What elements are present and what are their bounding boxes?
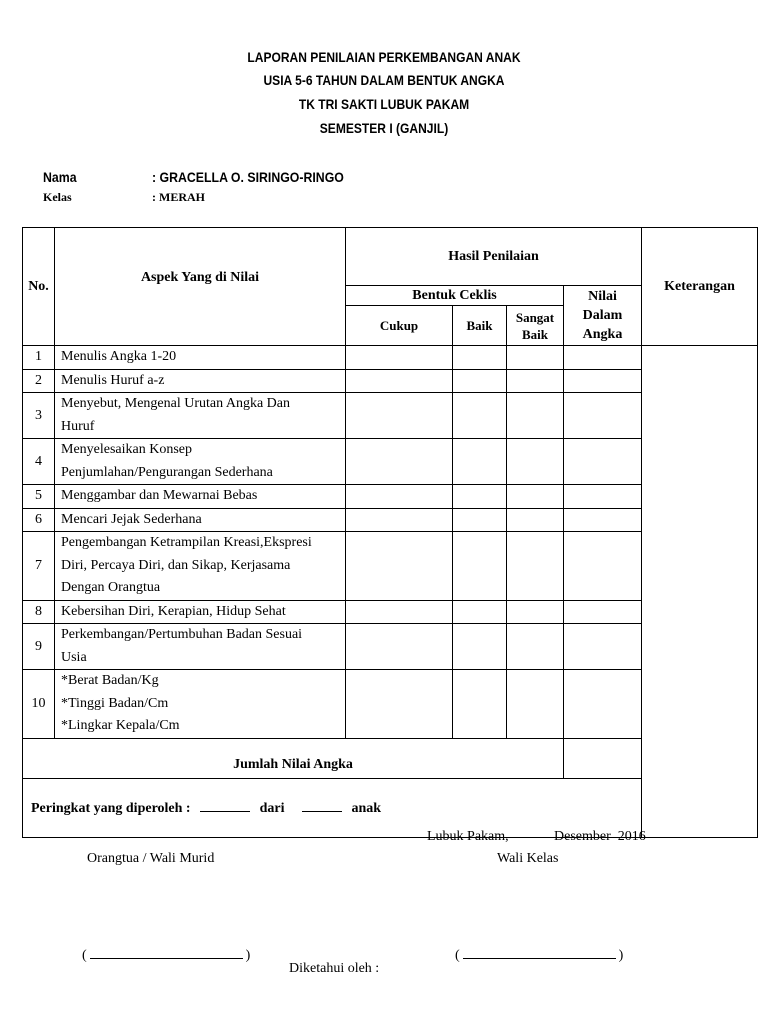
cukup-cell[interactable] bbox=[346, 439, 453, 485]
nilai-cell[interactable] bbox=[564, 624, 642, 670]
col-nilai-header bbox=[564, 286, 642, 346]
keterangan-cell bbox=[642, 393, 758, 439]
keterangan-cell bbox=[642, 738, 758, 778]
keterangan-cell bbox=[642, 778, 758, 837]
table-row bbox=[23, 485, 758, 509]
sangat-baik-cell[interactable] bbox=[507, 670, 564, 739]
aspek-cell bbox=[55, 624, 346, 670]
keterangan-cell bbox=[642, 439, 758, 485]
nilai-cell[interactable] bbox=[564, 346, 642, 370]
table-row bbox=[23, 670, 758, 739]
nama-value: : GRACELLA O. SIRINGO-RINGO bbox=[152, 169, 344, 185]
cukup-cell[interactable] bbox=[346, 532, 453, 601]
baik-cell[interactable] bbox=[453, 393, 507, 439]
row-number: 6 bbox=[23, 508, 55, 532]
cukup-cell[interactable] bbox=[346, 369, 453, 393]
col-keterangan-header: Keterangan bbox=[642, 228, 758, 346]
keterangan-cell bbox=[642, 346, 758, 370]
report-title: LAPORAN PENILAIAN PERKEMBANGAN ANAK bbox=[247, 49, 521, 65]
baik-cell[interactable] bbox=[453, 485, 507, 509]
aspek-text: Menyelesaikan Konsep bbox=[61, 442, 193, 457]
aspek-text: Penjumlahan/Pengurangan Sederhana bbox=[61, 464, 273, 480]
baik-cell[interactable] bbox=[453, 508, 507, 532]
nilai-cell[interactable] bbox=[564, 670, 642, 739]
sangat-line-2: Baik bbox=[521, 326, 548, 342]
paren-close: ) bbox=[618, 948, 624, 963]
row-number: 7 bbox=[23, 532, 55, 601]
sangat-baik-cell[interactable] bbox=[507, 600, 564, 624]
nilai-line-2: Dalam bbox=[582, 308, 623, 323]
nilai-line-1: Nilai bbox=[588, 289, 617, 304]
keterangan-cell bbox=[642, 600, 758, 624]
baik-cell[interactable] bbox=[453, 624, 507, 670]
nilai-cell[interactable] bbox=[564, 600, 642, 624]
footer-place: Lubuk Pakam, bbox=[427, 829, 509, 844]
cukup-cell[interactable] bbox=[346, 485, 453, 509]
keterangan-cell bbox=[642, 532, 758, 601]
table-row bbox=[23, 439, 758, 485]
table-row bbox=[23, 532, 758, 601]
peringkat-row bbox=[23, 778, 642, 837]
aspek-cell bbox=[55, 439, 346, 485]
aspek-cell bbox=[55, 485, 346, 509]
sangat-baik-cell[interactable] bbox=[507, 485, 564, 509]
aspek-cell bbox=[55, 346, 346, 370]
col-hasil-header: Hasil Penilaian bbox=[346, 228, 642, 286]
nama-label: Nama bbox=[43, 169, 77, 185]
baik-cell[interactable] bbox=[453, 670, 507, 739]
peringkat-dari: dari bbox=[259, 800, 285, 816]
row-number: 10 bbox=[23, 670, 55, 739]
baik-cell[interactable] bbox=[453, 346, 507, 370]
row-number: 3 bbox=[23, 393, 55, 439]
col-cukup-header: Cukup bbox=[346, 306, 453, 346]
orangtua-signature-line[interactable] bbox=[90, 948, 243, 959]
row-number: 9 bbox=[23, 624, 55, 670]
orangtua-signature bbox=[75, 932, 250, 964]
sangat-baik-cell[interactable] bbox=[507, 532, 564, 601]
school-name: TK TRI SAKTI LUBUK PAKAM bbox=[298, 96, 470, 112]
sangat-baik-cell[interactable] bbox=[507, 508, 564, 532]
peringkat-anak: anak bbox=[351, 800, 382, 816]
paren-close: ) bbox=[245, 948, 251, 963]
col-aspek-header: Aspek Yang di Nilai bbox=[55, 228, 346, 346]
aspek-cell bbox=[55, 369, 346, 393]
cukup-cell[interactable] bbox=[346, 346, 453, 370]
keterangan-cell bbox=[642, 624, 758, 670]
row-number: 1 bbox=[23, 346, 55, 370]
nilai-cell[interactable] bbox=[564, 508, 642, 532]
cukup-cell[interactable] bbox=[346, 600, 453, 624]
table-row bbox=[23, 624, 758, 670]
sangat-baik-cell[interactable] bbox=[507, 369, 564, 393]
nilai-cell[interactable] bbox=[564, 439, 642, 485]
sangat-baik-cell[interactable] bbox=[507, 439, 564, 485]
aspek-text: Menulis Angka 1-20 bbox=[61, 349, 177, 364]
col-bentuk-header: Bentuk Ceklis bbox=[346, 286, 564, 306]
nilai-cell[interactable] bbox=[564, 485, 642, 509]
wali-kelas-label: Wali Kelas bbox=[497, 851, 559, 866]
keterangan-cell bbox=[642, 369, 758, 393]
orangtua-label: Orangtua / Wali Murid bbox=[87, 851, 215, 866]
aspek-cell bbox=[55, 393, 346, 439]
jumlah-nilai-label: Jumlah Nilai Angka bbox=[23, 738, 564, 778]
aspek-text: Menggambar dan Mewarnai Bebas bbox=[61, 488, 258, 503]
cukup-cell[interactable] bbox=[346, 624, 453, 670]
table-row bbox=[23, 346, 758, 370]
nilai-cell[interactable] bbox=[564, 369, 642, 393]
cukup-cell[interactable] bbox=[346, 508, 453, 532]
aspek-text: Diri, Percaya Diri, dan Sikap, Kerjasama bbox=[61, 557, 291, 573]
cukup-cell[interactable] bbox=[346, 393, 453, 439]
semester-label: SEMESTER I (GANJIL) bbox=[319, 120, 449, 136]
aspek-text: Dengan Orangtua bbox=[61, 580, 161, 595]
table-row bbox=[23, 393, 758, 439]
keterangan-cell bbox=[642, 670, 758, 739]
row-number: 4 bbox=[23, 439, 55, 485]
aspek-text: *Berat Badan/Kg bbox=[61, 673, 159, 688]
sangat-baik-cell[interactable] bbox=[507, 393, 564, 439]
baik-cell[interactable] bbox=[453, 439, 507, 485]
jumlah-nilai-cell[interactable] bbox=[564, 738, 642, 778]
aspek-text: *Tinggi Badan/Cm bbox=[61, 695, 169, 711]
kelas-value: : MERAH bbox=[152, 190, 205, 204]
aspek-text: Perkembangan/Pertumbuhan Badan Sesuai bbox=[61, 627, 303, 642]
row-number: 5 bbox=[23, 485, 55, 509]
table-row bbox=[23, 369, 758, 393]
table-row bbox=[23, 508, 758, 532]
aspek-text: Huruf bbox=[61, 418, 95, 434]
aspek-text: Menyebut, Mengenal Urutan Angka Dan bbox=[61, 396, 290, 411]
baik-cell[interactable] bbox=[453, 369, 507, 393]
col-baik-header: Baik bbox=[453, 306, 507, 346]
cukup-cell[interactable] bbox=[346, 670, 453, 739]
keterangan-cell bbox=[642, 485, 758, 509]
paren-open: ( bbox=[455, 948, 460, 963]
aspek-text: Mencari Jejak Sederhana bbox=[61, 511, 202, 527]
nilai-cell[interactable] bbox=[564, 532, 642, 601]
aspek-text: *Lingkar Kepala/Cm bbox=[61, 718, 180, 733]
keterangan-cell bbox=[642, 508, 758, 532]
aspek-cell bbox=[55, 532, 346, 601]
footer-date: Desember 2016 bbox=[554, 829, 646, 844]
sangat-baik-cell[interactable] bbox=[507, 346, 564, 370]
kelas-label: Kelas bbox=[43, 190, 72, 204]
aspek-cell bbox=[55, 670, 346, 739]
row-number: 2 bbox=[23, 369, 55, 393]
peringkat-label: Peringkat yang diperoleh : bbox=[31, 800, 191, 816]
aspek-text: Usia bbox=[61, 649, 87, 665]
peringkat-blank[interactable] bbox=[200, 799, 250, 812]
aspek-text: Pengembangan Ketrampilan Kreasi,Ekspresi bbox=[61, 535, 312, 550]
baik-cell[interactable] bbox=[453, 600, 507, 624]
total-anak-blank[interactable] bbox=[302, 799, 342, 812]
baik-cell[interactable] bbox=[453, 532, 507, 601]
paren-open: ( bbox=[82, 948, 87, 963]
aspek-cell bbox=[55, 508, 346, 532]
sangat-baik-cell[interactable] bbox=[507, 624, 564, 670]
report-subtitle: USIA 5-6 TAHUN DALAM BENTUK ANGKA bbox=[263, 72, 505, 88]
col-no-header: No. bbox=[23, 228, 55, 346]
aspek-text: Kebersihan Diri, Kerapian, Hidup Sehat bbox=[61, 603, 286, 619]
table-row bbox=[23, 600, 758, 624]
wali-kelas-signature-line[interactable] bbox=[463, 948, 616, 959]
row-number: 8 bbox=[23, 600, 55, 624]
col-sangat-baik-header bbox=[507, 306, 564, 346]
diketahui-label: Diketahui oleh : bbox=[289, 961, 380, 976]
nilai-cell[interactable] bbox=[564, 393, 642, 439]
sangat-line-1: Sangat bbox=[515, 309, 555, 325]
wali-kelas-signature bbox=[448, 932, 623, 964]
nilai-line-3: Angka bbox=[582, 327, 623, 342]
aspek-text: Menulis Huruf a-z bbox=[61, 372, 165, 388]
assessment-table bbox=[22, 227, 758, 838]
aspek-cell bbox=[55, 600, 346, 624]
